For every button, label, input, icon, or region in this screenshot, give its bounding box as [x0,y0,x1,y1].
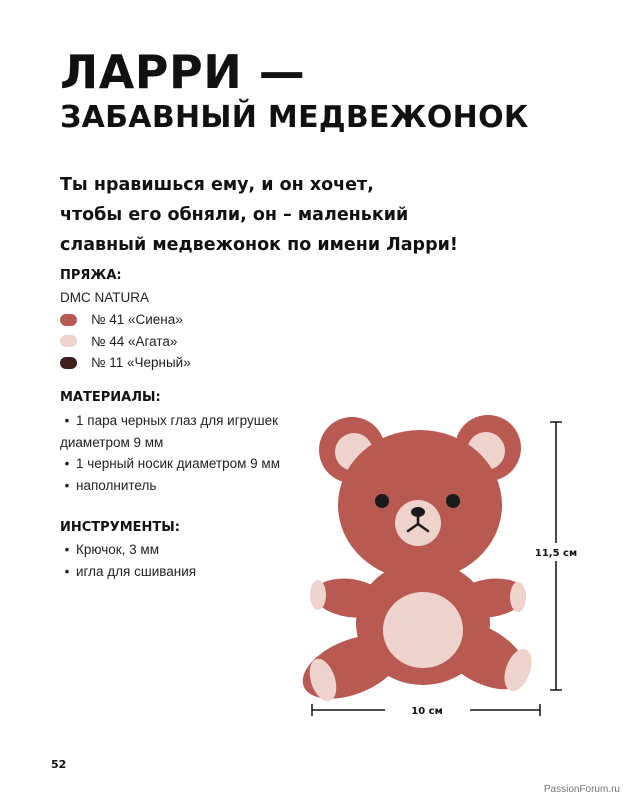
bullet-icon: • [64,542,70,557]
bear-left-eye [375,494,389,508]
intro-text [60,170,480,260]
yarn-heading: ПРЯЖА: [60,268,122,283]
bullet-icon: • [64,456,70,471]
list-item: • Крючок, 3 мм [60,539,196,561]
yarn-item [60,331,191,353]
color-swatch-sienna [60,314,77,326]
page-title [60,45,529,136]
list-item: • игла для сшивания [60,561,196,583]
yarn-item-label: № 11 «Черный» [91,355,191,371]
title-line-2: ЗАБАВНЫЙ МЕДВЕЖОНОК [60,100,529,136]
list-item: • 1 пара черных глаз для игрушек диаметром 9 мм [60,410,320,453]
yarn-item [60,352,191,374]
color-swatch-black [60,357,77,369]
tools-heading: ИНСТРУМЕНТЫ: [60,520,180,535]
yarn-item-label: № 44 «Агата» [91,333,178,349]
bear-left-paw [310,580,326,610]
list-item: • 1 черный носик диаметром 9 мм [60,453,320,475]
width-label: 10 см [411,706,443,717]
yarn-item-label: № 41 «Сиена» [91,312,183,328]
yarn-brand: DMC NATURA [60,290,149,305]
watermark: PassionForum.ru [543,784,620,795]
list-item: • наполнитель [60,475,320,497]
title-line-1: ЛАРРИ — [60,45,306,99]
yarn-item [60,309,191,331]
intro-line: славный медвежонок по имени Ларри! [60,235,458,255]
bear-right-eye [446,494,460,508]
intro-line: Ты нравишься ему, и он хочет, [60,175,374,195]
intro-line: чтобы его обняли, он – маленький [60,205,409,225]
bullet-icon: • [64,477,70,493]
color-swatch-agata [60,335,77,347]
materials-heading: МАТЕРИАЛЫ: [60,390,161,405]
bear-right-paw [510,582,526,612]
materials-list [60,410,320,496]
yarn-list [60,309,191,374]
height-label: 11,5 см [534,548,578,559]
teddy-bear-illustration [290,405,620,735]
bullet-icon: • [64,563,70,579]
page-number: 52 [51,758,67,771]
bear-belly [383,592,463,668]
bullet-icon: • [64,413,70,428]
tools-list [60,539,196,582]
